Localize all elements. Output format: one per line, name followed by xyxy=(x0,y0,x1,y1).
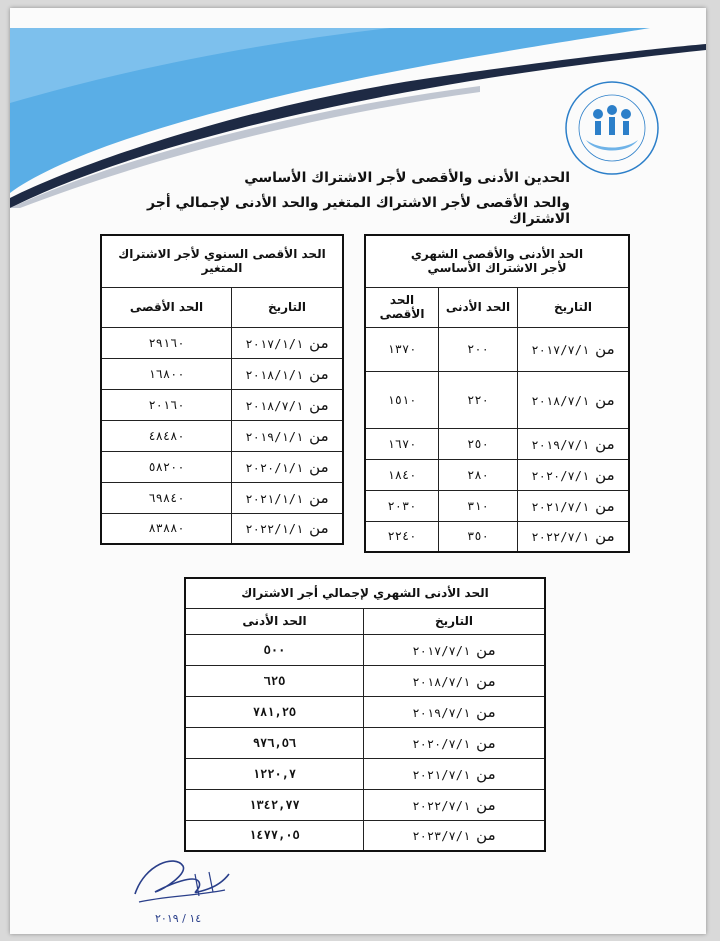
table-row: من٢٠٢١/١/١ ٦٩٨٤٠ xyxy=(101,482,343,513)
variable-wage-table xyxy=(100,234,344,545)
signature-date: ١٤ / ٢٠١٩ xyxy=(155,912,202,925)
table-row: من٢٠١٨/٧/١ ٢٢٠ ١٥١٠ xyxy=(365,371,629,428)
column-header-date: التاريخ xyxy=(364,608,546,634)
basic-wage-table xyxy=(364,234,630,553)
table-caption: الحد الأدنى والأقصى الشهري لأجر الاشتراك الأساسي xyxy=(365,235,629,287)
handwritten-signature xyxy=(125,844,235,934)
table-row: من٢٠١٩/١/١ ٤٨٤٨٠ xyxy=(101,420,343,451)
table-row: من٢٠٢٠/٧/١ ٩٧٦,٥٦ xyxy=(185,727,545,758)
table-row: من٢٠٢١/٧/١ ١٢٢٠,٧ xyxy=(185,758,545,789)
table-row: من٢٠٢٢/٧/١ ١٣٤٢,٧٧ xyxy=(185,789,545,820)
table-row: من٢٠١٨/١/١ ١٦٨٠٠ xyxy=(101,358,343,389)
table-row: من٢٠١٩/٧/١ ٧٨١,٢٥ xyxy=(185,696,545,727)
table-row: من٢٠١٩/٧/١ ٢٥٠ ١٦٧٠ xyxy=(365,428,629,459)
column-header-date: التاريخ xyxy=(232,287,344,327)
column-header-min: الحد الأدنى xyxy=(185,608,364,634)
table-row: من٢٠٢١/٧/١ ٣١٠ ٢٠٣٠ xyxy=(365,490,629,521)
document-title-line-2: والحد الأقصى لأجر الاشتراك المتغير والحد الأدنى لإجمالي أجر الاشتراك xyxy=(147,195,570,227)
column-header-max: الحد الأقصى xyxy=(365,287,439,327)
document-title-line-1: الحدين الأدنى والأقصى لأجر الاشتراك الأساسي xyxy=(244,170,570,186)
table-row: من٢٠١٧/٧/١ ٢٠٠ ١٣٧٠ xyxy=(365,327,629,371)
table-caption: الحد الأقصى السنوي لأجر الاشتراك المتغير xyxy=(101,235,343,287)
total-wage-table xyxy=(184,577,546,852)
document-page xyxy=(10,8,706,934)
table-row: من٢٠١٨/٧/١ ٦٢٥ xyxy=(185,665,545,696)
column-header-max: الحد الأقصى xyxy=(101,287,232,327)
table-row: من٢٠١٧/٧/١ ٥٠٠ xyxy=(185,634,545,665)
social-insurance-logo xyxy=(550,78,674,178)
table-row: من٢٠٢٢/٧/١ ٣٥٠ ٢٢٤٠ xyxy=(365,521,629,552)
column-header-date: التاريخ xyxy=(518,287,630,327)
table-row: من٢٠١٧/١/١ ٢٩١٦٠ xyxy=(101,327,343,358)
table-row: من٢٠١٨/٧/١ ٢٠١٦٠ xyxy=(101,389,343,420)
table-row: من٢٠٢٠/١/١ ٥٨٢٠٠ xyxy=(101,451,343,482)
table-caption: الحد الأدنى الشهري لإجمالي أجر الاشتراك xyxy=(185,578,545,608)
table-row: من٢٠٢٠/٧/١ ٢٨٠ ١٨٤٠ xyxy=(365,459,629,490)
table-row: من٢٠٢٢/١/١ ٨٣٨٨٠ xyxy=(101,513,343,544)
table-row: من٢٠٢٣/٧/١ ١٤٧٧,٠٥ xyxy=(185,820,545,851)
column-header-min: الحد الأدنى xyxy=(439,287,518,327)
